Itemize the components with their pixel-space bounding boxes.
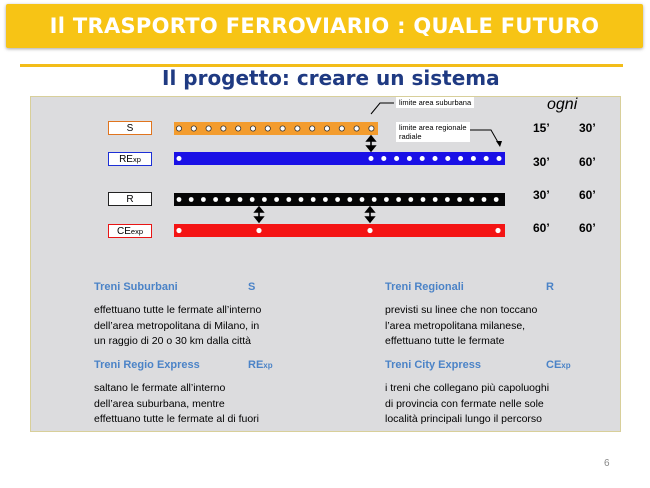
city-express-text-1: i treni che collegano più capoluoghi xyxy=(385,382,550,394)
regionali-text-2: l’area metropolitana milanese, xyxy=(385,319,526,332)
freq-s-1: 15’ xyxy=(533,121,550,135)
callout-regionale-line1: limite area regionale xyxy=(399,123,467,132)
slide-subtitle: Il progetto: creare un sistema xyxy=(162,66,500,90)
line-r-stop-3 xyxy=(201,197,206,202)
line-label-rexp-sub: xp xyxy=(132,155,141,164)
line-r-stop-8 xyxy=(262,197,267,202)
line-r-stop-10 xyxy=(286,197,291,202)
line-label-s-text: S xyxy=(126,123,134,134)
line-r-stop-17 xyxy=(372,197,377,202)
line-r-stop-2 xyxy=(189,197,194,202)
city-express-description xyxy=(385,381,549,428)
line-r-stop-26 xyxy=(482,197,487,202)
line-r-stop-15 xyxy=(347,197,352,202)
city-express-letter-main: CE xyxy=(546,359,562,371)
city-express-text-2: di provincia con fermate nelle sole xyxy=(385,397,544,410)
line-label-rexp xyxy=(108,152,152,166)
regio-express-description xyxy=(94,381,259,428)
suburbani-text-1: effettuano tutte le fermate all’interno xyxy=(94,304,262,316)
line-label-s xyxy=(108,121,152,135)
line-r-stop-11 xyxy=(299,197,304,202)
line-rexp-stop-7 xyxy=(433,156,438,161)
regionali-title: Treni Regionali xyxy=(385,281,464,293)
line-rexp-bar xyxy=(174,152,505,165)
line-s-stop-9 xyxy=(295,126,300,131)
line-r-stop-19 xyxy=(396,197,401,202)
line-s-stop-13 xyxy=(354,126,359,131)
suburbani-text-3: un raggio di 20 o 30 km dalla città xyxy=(94,335,252,347)
line-rexp-stop-8 xyxy=(445,156,450,161)
line-label-ceexp-text: CE xyxy=(117,226,131,237)
line-label-ceexp xyxy=(108,224,152,238)
regio-express-text-3: effettuano tutte le fermate al di fuori xyxy=(94,413,259,425)
line-r-stop-5 xyxy=(225,197,230,202)
suburbani-text-2: dell’area metropolitana di Milano, in xyxy=(94,319,260,332)
line-s-stop-2 xyxy=(191,126,196,131)
line-rexp-stop-5 xyxy=(407,156,412,161)
line-r-stop-12 xyxy=(311,197,316,202)
line-label-rexp-text: RE xyxy=(119,154,133,165)
line-ceexp-bar xyxy=(174,224,505,237)
line-r-stop-1 xyxy=(177,197,182,202)
freq-r-2: 60’ xyxy=(579,188,596,202)
regio-express-text-1: saltano le fermate all’interno xyxy=(94,382,226,394)
line-ceexp-stop-4 xyxy=(495,228,500,233)
line-s-stop-1 xyxy=(176,126,181,131)
city-express-text-3: località principali lungo il percorso xyxy=(385,413,542,425)
line-r-stop-14 xyxy=(335,197,340,202)
line-rexp-stop-9 xyxy=(458,156,463,161)
line-label-r xyxy=(108,192,152,206)
suburbani-description xyxy=(94,303,261,350)
line-rexp-stop-4 xyxy=(394,156,399,161)
line-r-stop-25 xyxy=(469,197,474,202)
line-s-stop-7 xyxy=(265,126,270,131)
line-s-stop-14 xyxy=(369,126,374,131)
line-label-r-text: R xyxy=(126,194,134,205)
line-rexp-stop-11 xyxy=(484,156,489,161)
line-rexp-stop-6 xyxy=(420,156,425,161)
line-r-stop-22 xyxy=(433,197,438,202)
line-ceexp-stop-2 xyxy=(256,228,261,233)
interchange-arrow-r-ce-right xyxy=(366,207,374,222)
line-r-stop-20 xyxy=(408,197,413,202)
interchange-arrow-s-rexp xyxy=(367,136,375,151)
callout-regionale-arrowhead xyxy=(496,141,502,147)
suburbani-letter: S xyxy=(248,281,256,293)
regio-express-text-2: dell’area suburbana, mentre xyxy=(94,397,225,410)
line-rexp-stop-3 xyxy=(381,156,386,161)
city-express-title: Treni City Express xyxy=(385,359,481,371)
city-express-letter xyxy=(546,359,571,371)
line-r-stop-4 xyxy=(213,197,218,202)
line-r-stop-13 xyxy=(323,197,328,202)
line-ceexp-stop-1 xyxy=(176,228,181,233)
slide-title: Il TRASPORTO FERROVIARIO : QUALE FUTURO xyxy=(49,14,600,38)
page-number: 6 xyxy=(604,458,610,469)
line-s-stop-10 xyxy=(310,126,315,131)
freq-rexp-1: 30’ xyxy=(533,155,550,169)
callout-suburbana-leader xyxy=(371,103,394,114)
freq-ceexp-1: 60’ xyxy=(533,221,550,235)
line-s-stop-11 xyxy=(324,126,329,131)
line-s-stop-3 xyxy=(206,126,211,131)
freq-r-1: 30’ xyxy=(533,188,550,202)
line-rexp-stop-2 xyxy=(369,156,374,161)
regio-express-title: Treni Regio Express xyxy=(94,359,200,371)
line-r-stop-7 xyxy=(250,197,255,202)
line-label-ceexp-sub: exp xyxy=(130,227,143,236)
line-s-stop-6 xyxy=(250,126,255,131)
interchange-arrow-r-ce-left xyxy=(255,207,263,222)
line-r-stop-6 xyxy=(238,197,243,202)
line-ceexp-stop-3 xyxy=(367,228,372,233)
line-s-stop-4 xyxy=(221,126,226,131)
regionali-description xyxy=(385,303,537,350)
line-s-bar xyxy=(174,122,378,135)
line-r-stop-23 xyxy=(445,197,450,202)
line-rexp-stop-12 xyxy=(497,156,502,161)
freq-rexp-2: 60’ xyxy=(579,155,596,169)
callout-regionale-leader xyxy=(469,130,499,144)
line-rexp-stop-10 xyxy=(471,156,476,161)
freq-s-2: 30’ xyxy=(579,121,596,135)
regio-express-letter-main: RE xyxy=(248,359,264,371)
callout-suburbana: limite area suburbana xyxy=(396,97,474,108)
line-r-stop-21 xyxy=(421,197,426,202)
regionali-letter: R xyxy=(546,281,554,293)
callout-regionale xyxy=(396,122,470,142)
line-r-stop-27 xyxy=(494,197,499,202)
line-s-stop-5 xyxy=(236,126,241,131)
regionali-text-1: previsti su linee che non toccano xyxy=(385,304,538,316)
callout-regionale-line2: radiale xyxy=(399,132,422,141)
line-r-stop-24 xyxy=(457,197,462,202)
line-s-stop-12 xyxy=(339,126,344,131)
city-express-letter-sub: xp xyxy=(561,361,571,370)
freq-ceexp-2: 60’ xyxy=(579,221,596,235)
suburbani-title: Treni Suburbani xyxy=(94,281,178,293)
line-r-stop-18 xyxy=(384,197,389,202)
line-rexp-stop-1 xyxy=(177,156,182,161)
regio-express-letter-sub: xp xyxy=(263,361,273,370)
regionali-text-3: effettuano tutte le fermate xyxy=(385,335,505,347)
line-r-stop-9 xyxy=(274,197,279,202)
line-s-stop-8 xyxy=(280,126,285,131)
line-r-stop-16 xyxy=(360,197,365,202)
regio-express-letter xyxy=(248,359,273,371)
ogni-label: ogni xyxy=(547,96,578,113)
